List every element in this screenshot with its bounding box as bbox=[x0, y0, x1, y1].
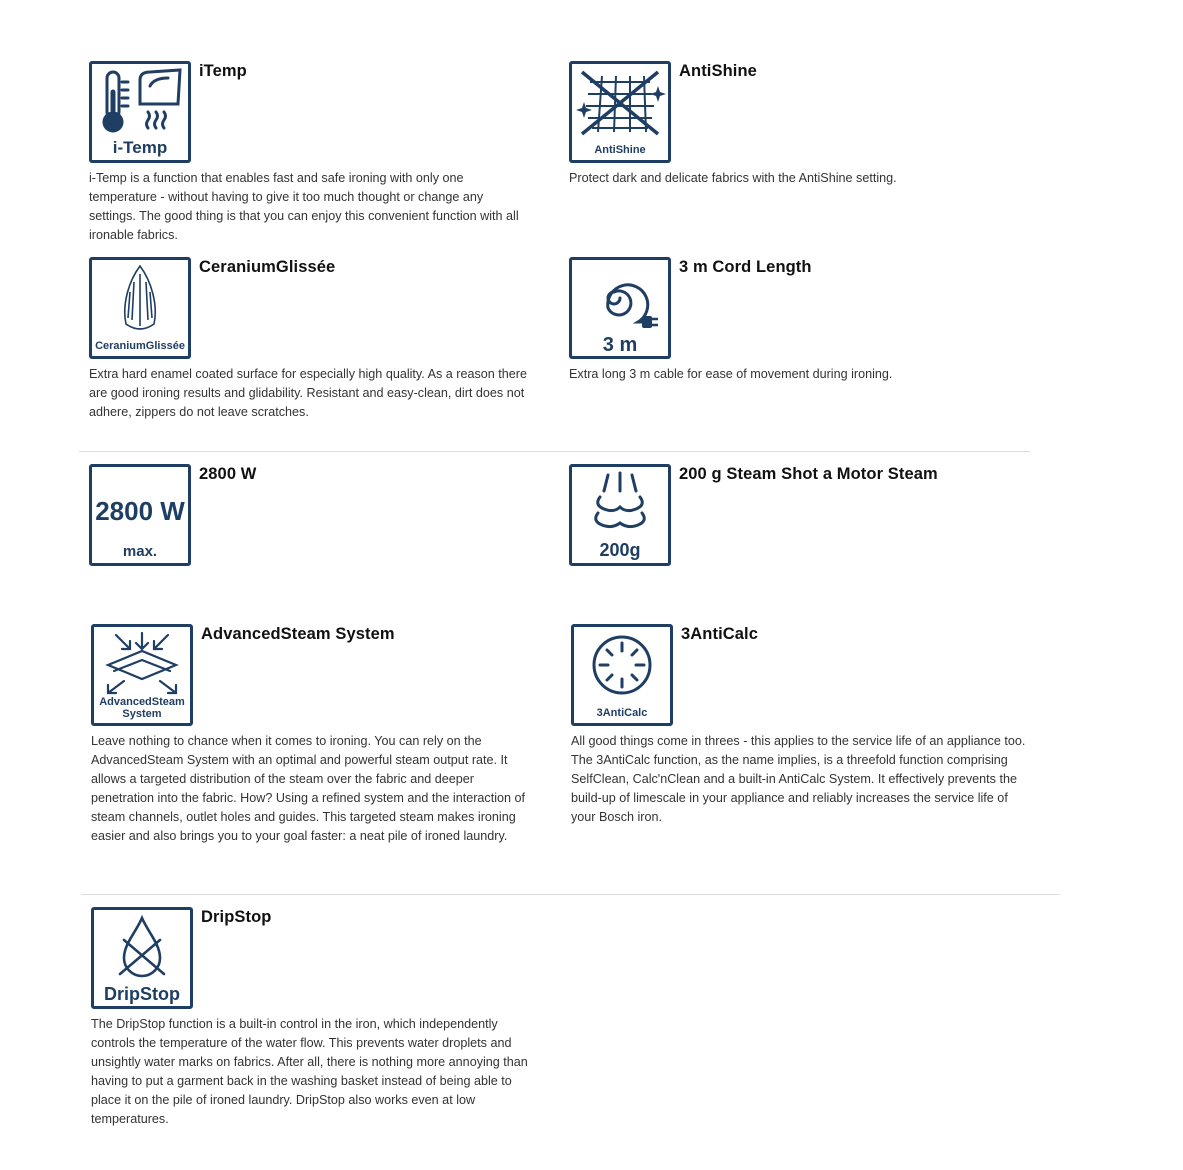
icon-label: 200g bbox=[599, 540, 641, 560]
feature-title: AntiShine bbox=[679, 62, 757, 80]
feature-title: iTemp bbox=[199, 62, 247, 80]
icon-label: CeraniumGlissée bbox=[95, 340, 185, 352]
advanced-steam-icon bbox=[91, 624, 193, 726]
cord-length-icon bbox=[569, 257, 671, 359]
section-divider bbox=[81, 894, 1060, 895]
feature-description: Leave nothing to chance when it comes to ironing. You can rely on the AdvancedSteam System with an optimal and powerful steam output rate. It allows a targeted distribution of the steam over the fabric and deeper penetration into the fabric. How? Using a refined system and the interaction of steam channels, outlet holes and guides. This targeted steam makes ironing easier and also brings you to your goal faster: a neat pile of ironed laundry. bbox=[91, 734, 526, 843]
icon-sublabel: max. bbox=[122, 543, 158, 560]
icon-label: 2800 W bbox=[95, 496, 185, 526]
anticalc-icon bbox=[571, 624, 673, 726]
feature-description: Extra long 3 m cable for ease of movement during ironing. bbox=[569, 367, 893, 381]
feature-title: 2800 W bbox=[199, 465, 257, 483]
feature-title: DripStop bbox=[201, 908, 272, 926]
dripstop-icon bbox=[91, 907, 193, 1009]
feature-description: Protect dark and delicate fabrics with the AntiShine setting. bbox=[569, 171, 897, 185]
ceranium-glissee-icon bbox=[89, 257, 191, 359]
feature-description: i-Temp is a function that enables fast and safe ironing with only one temperature - without having to give it too much thought or change any settings. The good thing is that you can enjoy this convenient function with all ironable fabrics. bbox=[89, 171, 519, 242]
steam-shot-icon bbox=[569, 464, 671, 566]
antishine-icon bbox=[569, 61, 671, 163]
feature-title: CeraniumGlissée bbox=[199, 258, 336, 276]
feature-description: Extra hard enamel coated surface for especially high quality. As a reason there are good ironing results and glidability. Resistant and easy-clean, dirt does not adhere, zippers do not leave scratches. bbox=[89, 367, 527, 419]
icon-label: AntiShine bbox=[594, 144, 646, 156]
feature-description: All good things come in threes - this applies to the service life of an appliance too. The 3AntiCalc function, as the name implies, is a threefold function comprising SelfClean, Calc'nClean and a built-in AntiCalc System. It effectively prevents the build-up of limescale in your appliance and reliably increases the service life of your Bosch iron. bbox=[571, 734, 1026, 824]
icon-label: 3AntiCalc bbox=[596, 707, 648, 719]
feature-title: 3 m Cord Length bbox=[679, 258, 812, 276]
icon-label: 3 m bbox=[602, 334, 638, 356]
feature-title: AdvancedSteam System bbox=[201, 625, 395, 643]
feature-description: The DripStop function is a built-in control in the iron, which independently controls the temperature of the water flow. This prevents water droplets and unsightly water marks on fabrics. After all, there is nothing more annoying than having to put a garment back in the washing basket instead of being able to place it on the pile of ironed laundry. DripStop also works even at low temperatures. bbox=[91, 1017, 528, 1126]
section-divider bbox=[79, 451, 1030, 452]
power-icon bbox=[89, 464, 191, 566]
feature-title: 200 g Steam Shot a Motor Steam bbox=[679, 465, 938, 483]
feature-title: 3AntiCalc bbox=[681, 625, 759, 643]
icon-label: AdvancedSteam bbox=[99, 696, 185, 708]
icon-label: i-Temp bbox=[112, 138, 168, 157]
icon-sublabel: System bbox=[122, 708, 162, 720]
icon-label: DripStop bbox=[104, 984, 180, 1004]
i-temp-icon bbox=[89, 61, 191, 163]
